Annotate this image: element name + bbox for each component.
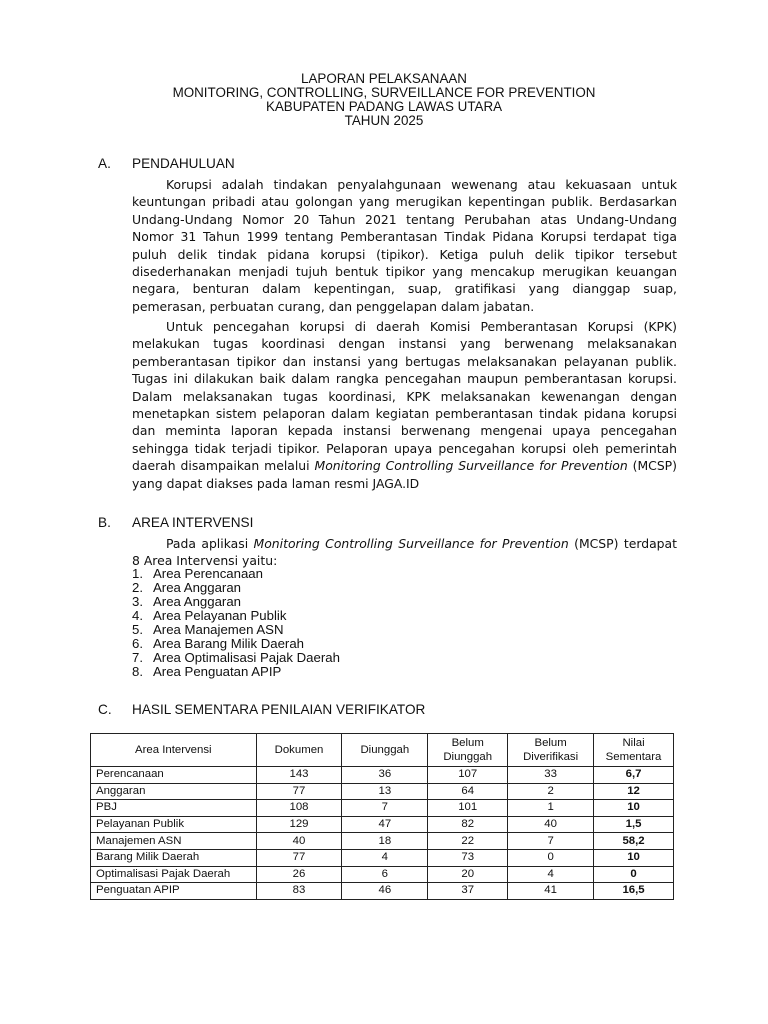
section-b-title: AREA INTERVENSI: [132, 515, 254, 530]
cell-area: Manajemen ASN: [91, 833, 257, 850]
list-item-label: Area Perencanaan: [153, 566, 263, 581]
table-row: [91, 849, 674, 866]
cell-belum-diunggah: 101: [428, 800, 508, 817]
header-nilai-line2: Sementara: [605, 751, 662, 763]
list-item-label: Area Optimalisasi Pajak Daerah: [153, 650, 340, 665]
area-intervensi-list: [132, 567, 340, 679]
section-c-letter: C.: [98, 702, 112, 717]
cell-dokumen: 77: [256, 849, 342, 866]
cell-diunggah: 47: [342, 816, 428, 833]
cell-dokumen: 77: [256, 783, 342, 800]
cell-nilai: 0: [594, 866, 674, 883]
table-row: [91, 883, 674, 900]
cell-diunggah: 46: [342, 883, 428, 900]
list-item: [132, 651, 340, 665]
list-item-number: 4.: [132, 608, 143, 623]
cell-area: Pelayanan Publik: [91, 816, 257, 833]
header-belum-diverifikasi-line1: Belum: [534, 737, 567, 749]
header-belum-diverifikasi-line2: Diverifikasi: [523, 751, 579, 763]
list-item-label: Area Anggaran: [153, 594, 241, 609]
header-belum-diunggah-line2: Diunggah: [443, 751, 493, 763]
paragraph-1-text: Korupsi adalah tindakan penyalahgunaan wewenang atau kekuasaan untuk keuntungan pribadi atau golongan yang merugikan kepentingan publik. Berdasarkan Undang-Undang Nomor 20 Tahun 2021 tentang Perubahan atas Undang-Undang Nomor 31 Tahun 1999 tentang Pemberantasan Tindak Pidana Korupsi terdapat tiga puluh delik tindak pidana korupsi (tipikor). Ketiga puluh delik tipikor tersebut disederhanakan menjadi tujuh bentuk tipikor yang mencakup merugikan keuangan negara, benturan dalam kepentingan, suap, gratifikasi yang dianggap suap, pemerasan, perbuatan curang, dan penggelapan dalam jabatan.: [132, 177, 677, 314]
cell-dokumen: 40: [256, 833, 342, 850]
list-item: [132, 637, 340, 651]
list-item-number: 8.: [132, 664, 143, 679]
list-item-number: 5.: [132, 622, 143, 637]
header-diunggah: Diunggah: [342, 734, 428, 767]
intro-text: Pada aplikasi: [166, 536, 254, 551]
table-body: [91, 767, 674, 900]
list-item-number: 7.: [132, 650, 143, 665]
list-item-number: 6.: [132, 636, 143, 651]
cell-belum-diunggah: 20: [428, 866, 508, 883]
cell-area: Barang Milik Daerah: [91, 849, 257, 866]
cell-nilai: 16,5: [594, 883, 674, 900]
list-item: [132, 609, 340, 623]
section-a-paragraph-1: [132, 176, 677, 315]
document-title: [0, 72, 768, 128]
cell-belum-diverifikasi: 7: [508, 833, 594, 850]
list-item-number: 1.: [132, 566, 143, 581]
list-item-label: Area Pelayanan Publik: [153, 608, 287, 623]
cell-diunggah: 4: [342, 849, 428, 866]
list-item-label: Area Penguatan APIP: [153, 664, 282, 679]
table-row: [91, 800, 674, 817]
list-item: [132, 581, 340, 595]
cell-area: PBJ: [91, 800, 257, 817]
cell-area: Perencanaan: [91, 767, 257, 784]
cell-belum-diverifikasi: 41: [508, 883, 594, 900]
header-dokumen: Dokumen: [256, 734, 342, 767]
cell-diunggah: 18: [342, 833, 428, 850]
list-item-number: 2.: [132, 580, 143, 595]
cell-belum-diverifikasi: 33: [508, 767, 594, 784]
result-table: [90, 733, 674, 900]
list-item: [132, 595, 340, 609]
cell-belum-diverifikasi: 0: [508, 849, 594, 866]
table-row: [91, 767, 674, 784]
paragraph-2-end: (MCSP) yang dapat diakses pada laman resmi JAGA.ID: [132, 458, 677, 491]
table-row: [91, 833, 674, 850]
section-a-paragraph-2: [132, 318, 677, 492]
cell-nilai: 12: [594, 783, 674, 800]
cell-diunggah: 7: [342, 800, 428, 817]
section-b-intro: [132, 535, 677, 570]
list-item-label: Area Barang Milik Daerah: [153, 636, 304, 651]
header-nilai-line1: Nilai: [622, 737, 645, 749]
table-header-row: [91, 734, 674, 767]
title-line-4: TAHUN 2025: [344, 113, 424, 128]
header-nilai: [594, 734, 674, 767]
cell-belum-diunggah: 37: [428, 883, 508, 900]
cell-area: Penguatan APIP: [91, 883, 257, 900]
section-b-letter: B.: [98, 515, 111, 530]
section-c-heading: [98, 702, 425, 717]
list-item: [132, 623, 340, 637]
intro-end: (MCSP) terdapat 8 Area Intervensi yaitu:: [132, 536, 677, 569]
list-item-label: Area Manajemen ASN: [153, 622, 284, 637]
table-row: [91, 783, 674, 800]
cell-belum-diverifikasi: 40: [508, 816, 594, 833]
cell-dokumen: 26: [256, 866, 342, 883]
cell-dokumen: 83: [256, 883, 342, 900]
header-area: Area Intervensi: [91, 734, 257, 767]
cell-diunggah: 13: [342, 783, 428, 800]
cell-belum-diunggah: 107: [428, 767, 508, 784]
paragraph-2-italic: Monitoring Controlling Surveillance for Prevention: [314, 458, 628, 474]
cell-belum-diverifikasi: 4: [508, 866, 594, 883]
cell-belum-diverifikasi: 1: [508, 800, 594, 817]
cell-area: Anggaran: [91, 783, 257, 800]
list-item-label: Area Anggaran: [153, 580, 241, 595]
section-a-title: PENDAHULUAN: [132, 156, 235, 171]
section-b-heading: [98, 515, 253, 530]
cell-area: Optimalisasi Pajak Daerah: [91, 866, 257, 883]
cell-nilai: 6,7: [594, 767, 674, 784]
cell-nilai: 1,5: [594, 816, 674, 833]
table-row: [91, 866, 674, 883]
title-line-2: MONITORING, CONTROLLING, SURVEILLANCE FOR PREVENTION: [172, 85, 596, 100]
cell-dokumen: 129: [256, 816, 342, 833]
cell-nilai: 10: [594, 800, 674, 817]
cell-dokumen: 108: [256, 800, 342, 817]
table-row: [91, 816, 674, 833]
list-item: [132, 665, 340, 679]
cell-nilai: 10: [594, 849, 674, 866]
section-a-heading: [98, 156, 235, 171]
cell-diunggah: 6: [342, 866, 428, 883]
list-item: [132, 567, 340, 581]
list-item-number: 3.: [132, 594, 143, 609]
cell-belum-diunggah: 22: [428, 833, 508, 850]
title-line-1: LAPORAN PELAKSANAAN: [301, 71, 467, 86]
cell-diunggah: 36: [342, 767, 428, 784]
cell-belum-diverifikasi: 2: [508, 783, 594, 800]
header-belum-diunggah-line1: Belum: [451, 737, 484, 749]
paragraph-2-text: Untuk pencegahan korupsi di daerah Komisi Pemberantasan Korupsi (KPK) melakukan tugas koordinasi dengan instansi yang berwenang melaksanakan pemberantasan tipikor dan instansi yang bertugas melaksanakan pelayanan publik. Tugas ini dilakukan baik dalam rangka pencegahan maupun pemberantasan korupsi. Dalam melaksanakan tugas koordinasi, KPK melaksanakan kewenangan dengan menetapkan sistem pelaporan dalam kegiatan pemberantasan tindak pidana korupsi dan meminta laporan kepada instansi berwenang mengenai upaya pencegahan sehingga tidak terjadi tipikor. Pelaporan upaya pencegahan korupsi oleh pemerintah daerah disampaikan melalui: [132, 319, 677, 474]
cell-belum-diunggah: 82: [428, 816, 508, 833]
cell-dokumen: 143: [256, 767, 342, 784]
section-c-title: HASIL SEMENTARA PENILAIAN VERIFIKATOR: [132, 702, 426, 717]
cell-belum-diunggah: 73: [428, 849, 508, 866]
intro-italic: Monitoring Controlling Surveillance for Prevention: [253, 536, 569, 551]
header-belum-diunggah: [428, 734, 508, 767]
cell-nilai: 58,2: [594, 833, 674, 850]
header-belum-diverifikasi: [508, 734, 594, 767]
section-a-letter: A.: [98, 156, 111, 171]
cell-belum-diunggah: 64: [428, 783, 508, 800]
title-line-3: KABUPATEN PADANG LAWAS UTARA: [265, 99, 503, 114]
